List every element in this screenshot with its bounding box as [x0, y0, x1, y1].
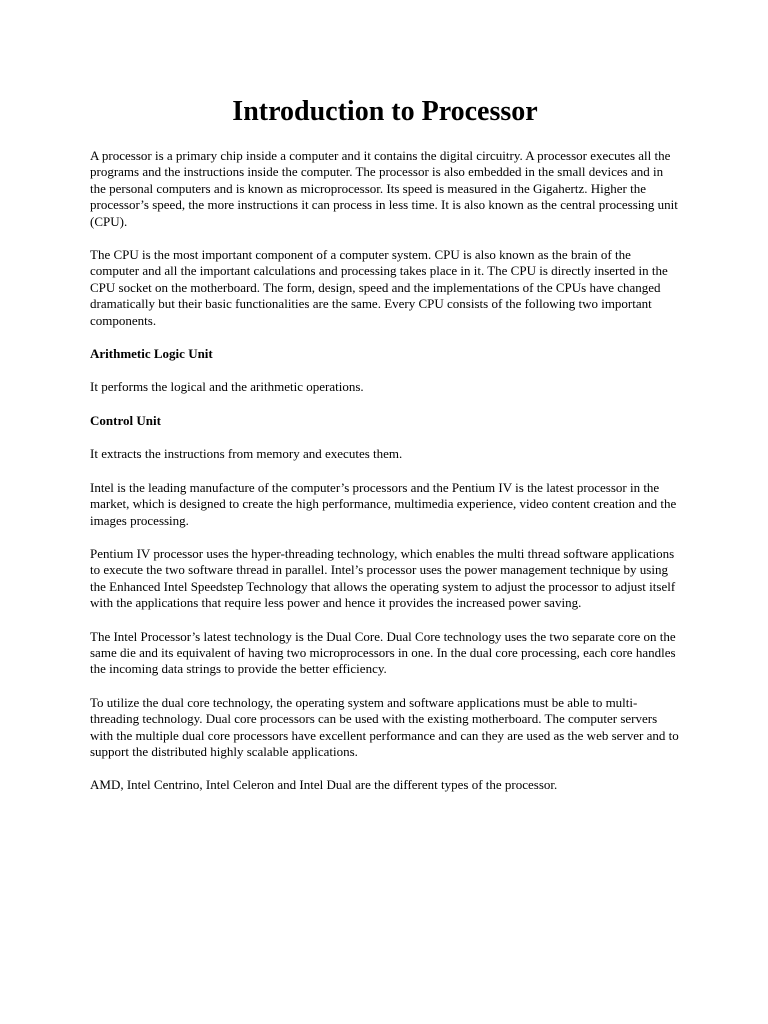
- heading-control-unit: Control Unit: [90, 412, 161, 428]
- document-page: [90, 94, 680, 811]
- paragraph-cpu-overview: The CPU is the most important component of a computer system. CPU is also known as the brain of the computer and all the important calculations and processing takes place in it. The CPU is directly inserted in the CPU socket on the motherboard. The form, design, speed and the implementations of the CPUs have changed dramatically but their basic functionalities are the same. Every CPU consists of the following two important components.: [90, 247, 668, 328]
- document-title: Introduction to Processor: [232, 96, 538, 127]
- paragraph-control-unit-description: It extracts the instructions from memory and executes them.: [90, 446, 403, 462]
- paragraph-hyper-threading: Pentium IV processor uses the hyper-threading technology, which enables the multi thread software applications to execute the two software thread in parallel. Intel’s processor uses the power management technique by using the Enhanced Intel Speedstep Technology that allows the operating system to adjust the processor to adjust itself with the applications that require less power and hence it provides the increased power saving.: [90, 545, 676, 611]
- paragraph-intel-pentium: Intel is the leading manufacture of the computer’s processors and the Pentium IV is the latest processor in the market, which is designed to create the high performance, multimedia experience, video content creation and the images processing.: [90, 479, 677, 528]
- paragraph-processor-intro: A processor is a primary chip inside a computer and it contains the digital circuitry. A processor executes all the programs and the instructions inside the computer. The processor is also embedded in the small devices and in the personal computers and is known as microprocessor. Its speed is measured in the Gigahertz. Higher the processor’s speed, the more instructions it can process in less time. It is also known as the central processing unit (CPU).: [90, 148, 678, 229]
- paragraph-processor-types: AMD, Intel Centrino, Intel Celeron and Intel Dual are the different types of the processor.: [90, 777, 558, 793]
- paragraph-dual-core: The Intel Processor’s latest technology is the Dual Core. Dual Core technology uses the two separate core on the same die and its equivalent of having two microprocessors in one. In the dual core processing, each core handles the incoming data strings to provide the better efficiency.: [90, 628, 676, 677]
- heading-arithmetic-logic-unit: Arithmetic Logic Unit: [90, 346, 213, 362]
- paragraph-alu-description: It performs the logical and the arithmetic operations.: [90, 379, 364, 395]
- paragraph-dual-core-usage: To utilize the dual core technology, the operating system and software applications must be able to multi-threading technology. Dual core processors can be used with the existing motherboard. The computer servers with the multiple dual core processors have excellent performance and can they are used as the web server and to support the distributed highly scalable applications.: [90, 694, 679, 759]
